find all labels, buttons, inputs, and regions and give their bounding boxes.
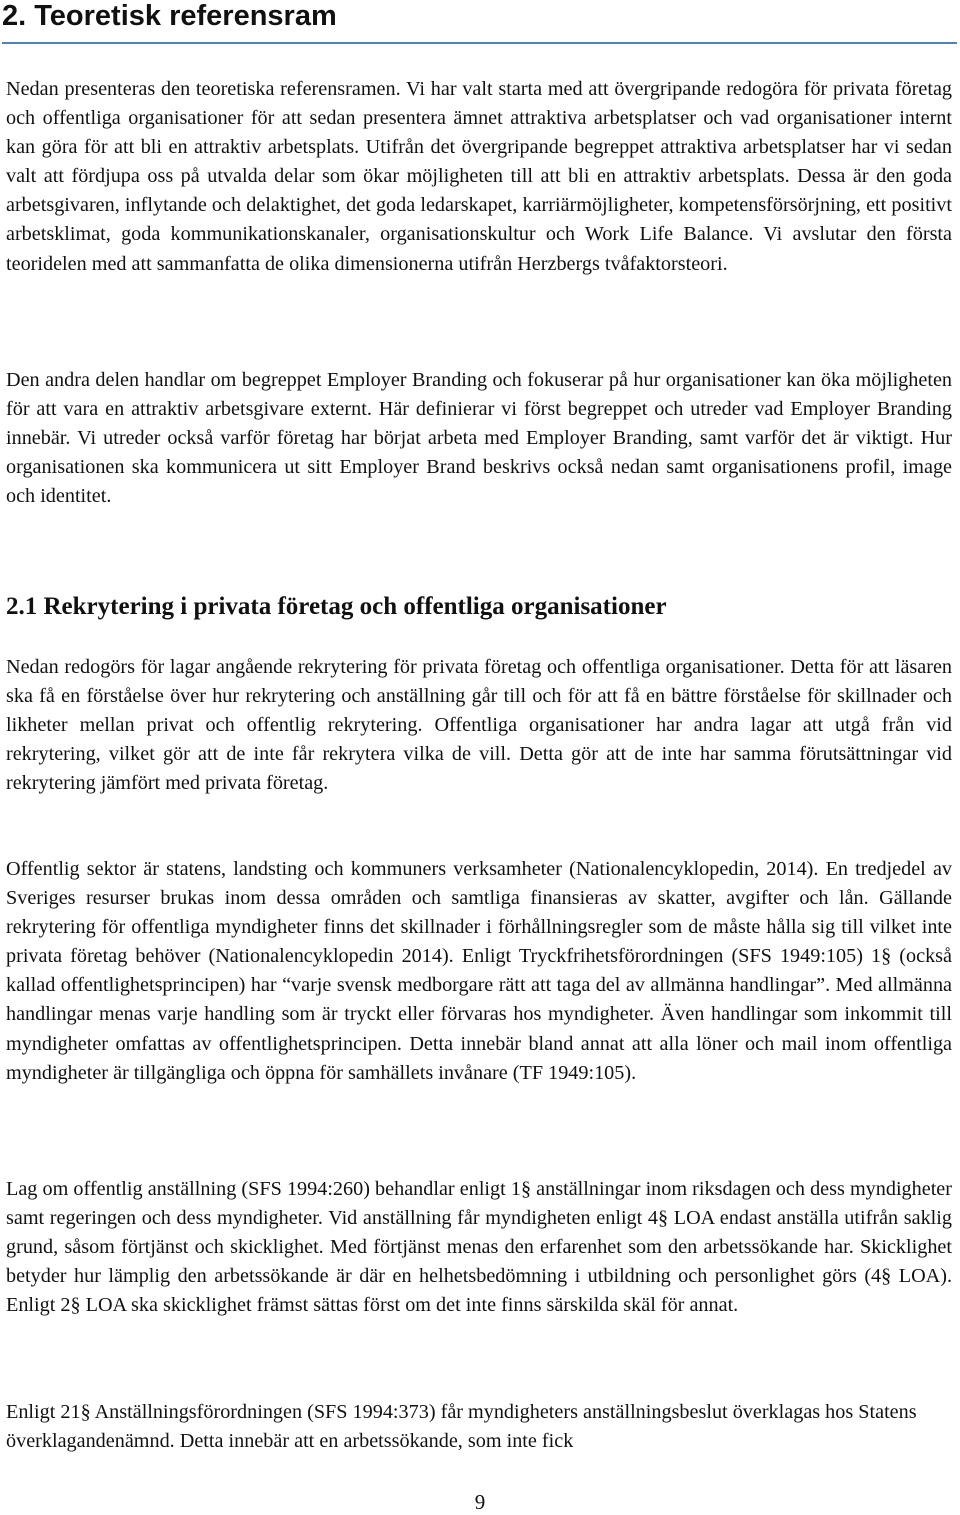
paragraph-recruitment-intro: Nedan redogörs för lagar angående rekrytering för privata företag och offentliga organisationer. Detta för att läsaren ska få en förståelse över hur rekrytering och anställning går till och för att få en bättre förståelse för skillnader och likheter mellan privat och offentlig rekrytering. Offentliga organisationer har andra lagar att utgå från vid rekrytering, vilket gör att de inte får rekrytera vilka de vill. Detta gör att de inte har samma förutsättningar vid rekrytering jämfört med privata företag. xyxy=(6,656,952,795)
heading-underline xyxy=(2,42,957,44)
page-number: 9 xyxy=(474,1490,486,1514)
paragraph-employer-branding: Den andra delen handlar om begreppet Employer Branding och fokuserar på hur organisationer kan öka möjligheten för att vara en attraktiv arbetsgivare externt. Här definierar vi först begreppet och utreder vad Employer Branding innebär. Vi utreder också varför företag har börjat arbeta med Employer Branding, samt varför det är viktigt. Hur organisationen ska kommunicera ut sitt Employer Brand beskrivs också nedan samt organisationens profil, image och identitet. xyxy=(6,369,952,508)
section-heading: 2.1 Rekrytering i privata företag och offentliga organisationer xyxy=(6,593,667,620)
paragraph-intro: Nedan presenteras den teoretiska referensramen. Vi har valt starta med att övergripande redogöra för privata företag och offentliga organisationer för att sedan presentera ämnet attraktiva arbetsplatser och vad organisationer internt kan göra för att bli en attraktiv arbetsplats. Utifrån det övergripande begreppet attraktiva arbetsplatser har vi sedan valt att fördjupa oss på utvalda delar som ökar möjligheten till att bli en attraktiv arbetsplats. Dessa är den goda arbetsgivaren, inflytande och delaktighet, det goda ledarskapet, karriärmöjligheter, kompetensförsörjning, ett positivt arbetsklimat, goda kommunikationskanaler, organisationskultur och Work Life Balance. Vi avslutar den första teoridelen med att sammanfatta de olika dimensionerna utifrån Herzbergs tvåfaktorsteori. xyxy=(6,78,952,275)
paragraph-loa: Lag om offentlig anställning (SFS 1994:260) behandlar enligt 1§ anställningar inom riksdagen och dess myndigheter samt regeringen och dess myndigheter. Vid anställning får myndigheten enligt 4§ LOA endast anställa utifrån saklig grund, såsom förtjänst och skicklighet. Med förtjänst menas den erfarenhet som den arbetssökande har. Skicklighet betyder hur lämplig den arbetssökande är där en helhetsbedömning i utbildning och personlighet görs (4§ LOA). Enligt 2§ LOA ska skicklighet främst sättas först om det inte finns särskilda skäl för annat. xyxy=(6,1178,952,1317)
chapter-heading: 2. Teoretisk referensram xyxy=(2,0,337,32)
paragraph-appeals: Enligt 21§ Anställningsförordningen (SFS 1994:373) får myndigheters anställningsbeslut överklagas hos Statens överklagandenämnd. Detta innebär att en arbetssökande, som inte fick xyxy=(6,1401,917,1453)
paragraph-public-sector: Offentlig sektor är statens, landsting och kommuners verksamheter (Nationalencyklopedin, 2014). En tredjedel av Sveriges resurser brukas inom dessa områden och samtliga finansieras av skatter, avgifter och lån. Gällande rekrytering för offentliga myndigheter finns det skillnader i förhållningsregler som de måste hålla sig till vilket inte privata företag behöver (Nationalencyklopedin 2014). Enligt Tryckfrihetsförordningen (SFS 1949:105) 1§ (också kallad offentlighetsprincipen) har “varje svensk medborgare rätt att taga del av allmänna handlingar”. Med allmänna handlingar menas varje handling som är tryckt eller förvaras hos myndigheter. Även handlingar som inkommit till myndigheter omfattas av offentlighetsprincipen. Detta innebär bland annat att alla löner och mail inom offentliga myndigheter är tillgängliga och öppna för samhällets invånare (TF 1949:105). xyxy=(6,858,952,1084)
